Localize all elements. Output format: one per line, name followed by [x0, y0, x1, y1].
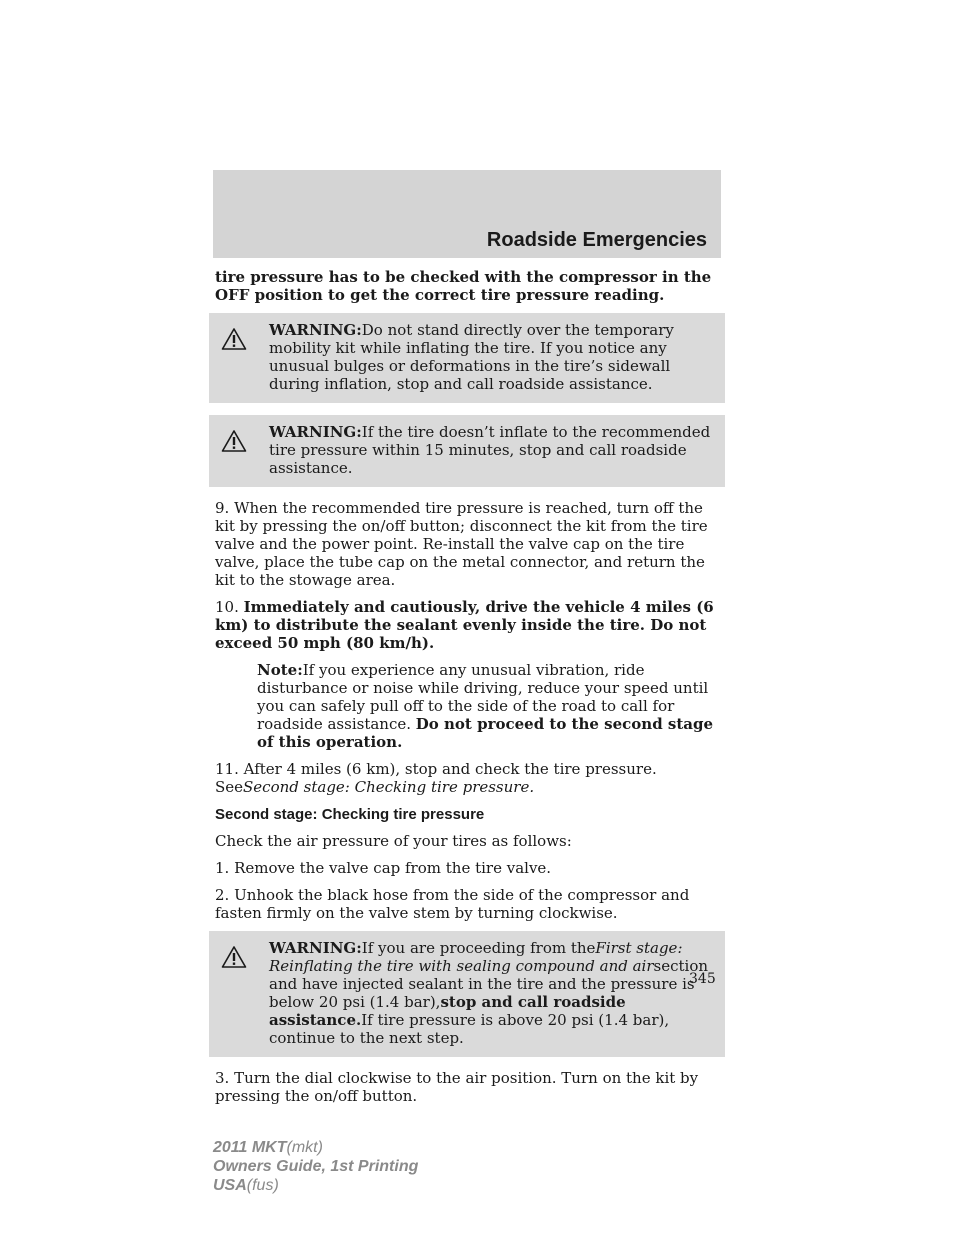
footer-market-code: (fus) [246, 1177, 279, 1194]
warning-label: WARNING: [269, 939, 362, 957]
note-paragraph [215, 661, 721, 751]
warning-bold: stop and call roadside assistance. [269, 993, 626, 1029]
note-bold: Do not proceed to the second stage of this operation. [257, 715, 714, 751]
section-title: Roadside Emergencies [486, 229, 707, 251]
section-step-1: 1. Remove the valve cap from the tire valve. [215, 859, 552, 877]
step-11-ref: Second stage: Checking tire pressure. [243, 778, 535, 796]
step-10-text: Immediately and cautiously, drive the vehicle 4 miles (6 km) to distribute the sealant evenly inside the tire. Do not exceed 50 mph (80 km/h). [215, 598, 714, 652]
step-11 [215, 760, 721, 796]
note-text: If you experience any unusual vibration, ride disturbance or noise while driving, reduce your speed until you can safely pull off to the side of the road to call for roadside assistance. [257, 661, 709, 733]
section-heading: Second stage: Checking tire pressure [215, 806, 485, 823]
footer-model: 2011 MKT [213, 1139, 287, 1156]
warning-label: WARNING: [269, 321, 362, 339]
header-band [213, 170, 721, 258]
warning-box-1 [209, 313, 725, 403]
page-number: 345 [689, 971, 716, 987]
warning-text-3: If tire pressure is above 20 psi (1.4 bar), continue to the next step. [269, 1011, 670, 1047]
note-label: Note: [257, 661, 303, 679]
warning-triangle-icon [221, 945, 247, 969]
footer-line-2: Owners Guide, 1st Printing [213, 1158, 419, 1175]
warning-label: WARNING: [269, 423, 362, 441]
step-9: 9. When the recommended tire pressure is reached, turn off the kit by pressing the on/off button; disconnect the kit from the tire valve and the power point. Re-install the valve cap on the tire valve, place the tube cap on the metal connector, and return the kit to the stowage area. [215, 499, 708, 589]
step-11-text: 11. After 4 miles (6 km), stop and check the tire pressure. See [215, 760, 657, 796]
warning-triangle-icon [221, 429, 247, 453]
step-10-number: 10. [215, 598, 244, 616]
intro-paragraph: tire pressure has to be checked with the compressor in the OFF position to get the correct tire pressure reading. [215, 268, 712, 304]
footer-line-1 [213, 1138, 418, 1157]
section-step-3: 3. Turn the dial clockwise to the air position. Turn on the kit by pressing the on/off button. [215, 1069, 699, 1105]
warning-ref: First stage: Reinflating the tire with sealing compound and air [269, 939, 683, 975]
warning-text-2: section and have injected sealant in the tire and the pressure is below 20 psi (1.4 bar), [269, 957, 709, 1011]
warning-text: Do not stand directly over the temporary mobility kit while inflating the tire. If you notice any unusual bulges or deformations in the tire’s sidewall during inflation, stop and call roadside assistance. [269, 321, 674, 393]
warning-box-2 [209, 415, 725, 487]
section-step-2: 2. Unhook the black hose from the side of the compressor and fasten firmly on the valve stem by turning clockwise. [215, 886, 690, 922]
warning-text-1: If you are proceeding from the [361, 939, 596, 957]
warning-box-3 [209, 931, 725, 1057]
warning-text: If the tire doesn’t inflate to the recommended tire pressure within 15 minutes, stop and call roadside assistance. [269, 423, 711, 477]
warning-triangle-icon [221, 327, 247, 351]
footer-model-code: (mkt) [286, 1139, 323, 1156]
step-10 [215, 598, 721, 652]
footer [213, 1138, 418, 1195]
page-content [215, 268, 721, 1114]
footer-line-3 [213, 1176, 418, 1195]
footer-market: USA [213, 1177, 247, 1194]
section-intro: Check the air pressure of your tires as follows: [215, 832, 572, 850]
